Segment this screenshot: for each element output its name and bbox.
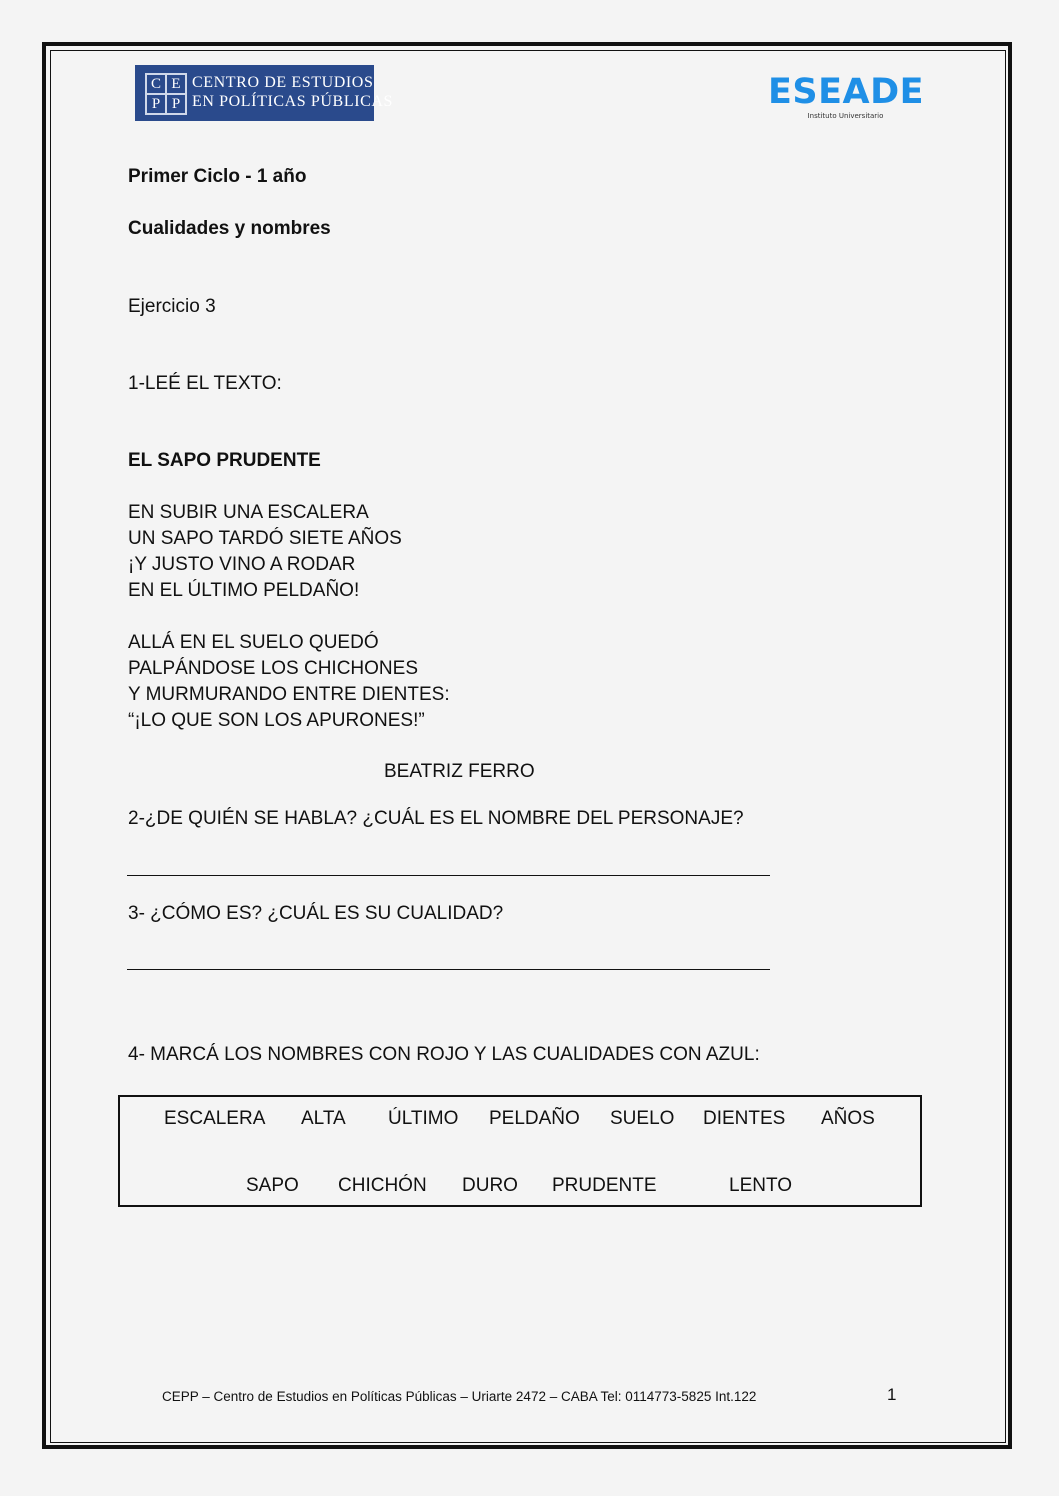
cepp-logo-text — [192, 73, 393, 111]
cepp-logo-line2: EN POLÍTICAS PÚBLICAS — [192, 93, 394, 110]
cepp-logo — [135, 65, 394, 121]
poem-title: EL SAPO PRUDENTE — [128, 450, 321, 471]
word-item[interactable]: AÑOS — [821, 1108, 875, 1129]
topic-heading: Cualidades y nombres — [128, 218, 331, 239]
word-item[interactable]: SAPO — [246, 1175, 299, 1196]
poem-line: UN SAPO TARDÓ SIETE AÑOS — [128, 528, 402, 549]
poem-line: Y MURMURANDO ENTRE DIENTES: — [128, 684, 450, 705]
word-item[interactable]: CHICHÓN — [338, 1175, 427, 1196]
eseade-logo-subtitle: Instituto Universitario — [807, 112, 884, 120]
cepp-monogram — [145, 73, 187, 115]
eseade-logo-name: ESEADE — [768, 72, 925, 112]
page-number: 1 — [887, 1385, 897, 1404]
poem-stanza-2 — [128, 630, 450, 734]
cepp-letter-p2: P — [166, 94, 186, 114]
word-item[interactable]: PRUDENTE — [552, 1175, 657, 1196]
cepp-letter-e: E — [166, 74, 186, 94]
question-4: 4- MARCÁ LOS NOMBRES CON ROJO Y LAS CUALIDADES CON AZUL: — [128, 1044, 760, 1065]
exercise-label: Ejercicio 3 — [128, 296, 216, 317]
poem-line: ¡Y JUSTO VINO A RODAR — [128, 554, 356, 575]
word-item[interactable]: ALTA — [301, 1108, 346, 1129]
poem-stanza-1 — [128, 500, 402, 604]
poem-line: “¡LO QUE SON LOS APURONES!” — [128, 710, 425, 731]
poem-line: PALPÁNDOSE LOS CHICHONES — [128, 658, 419, 679]
word-item[interactable]: SUELO — [610, 1108, 675, 1129]
word-item[interactable]: DIENTES — [703, 1108, 786, 1129]
cepp-letter-p1: P — [146, 94, 166, 114]
question-3: 3- ¿CÓMO ES? ¿CUÁL ES SU CUALIDAD? — [128, 903, 504, 924]
word-item[interactable]: DURO — [462, 1175, 518, 1196]
poem-line: EN SUBIR UNA ESCALERA — [128, 502, 369, 523]
word-item[interactable]: ESCALERA — [164, 1108, 266, 1129]
question-2: 2-¿DE QUIÉN SE HABLA? ¿CUÁL ES EL NOMBRE DEL PERSONAJE? — [128, 808, 744, 829]
page-border-inner — [50, 50, 1006, 1443]
question-1: 1-LEÉ EL TEXTO: — [128, 373, 282, 394]
answer-line-2[interactable] — [127, 875, 770, 876]
poem-line: ALLÁ EN EL SUELO QUEDÓ — [128, 632, 379, 653]
word-box — [118, 1095, 922, 1207]
answer-line-3[interactable] — [127, 969, 770, 970]
poem-author: BEATRIZ FERRO — [384, 761, 535, 782]
eseade-logo — [768, 72, 928, 120]
level-heading: Primer Ciclo - 1 año — [128, 166, 307, 187]
word-item[interactable]: LENTO — [729, 1175, 793, 1196]
cepp-letter-c: C — [146, 74, 166, 94]
word-item[interactable]: ÚLTIMO — [388, 1108, 459, 1129]
poem-line: EN EL ÚLTIMO PELDAÑO! — [128, 580, 360, 601]
footer-text: CEPP – Centro de Estudios en Políticas Públicas – Uriarte 2472 – CABA Tel: 0114773-5825 Int.122 — [162, 1389, 757, 1404]
word-item[interactable]: PELDAÑO — [489, 1108, 580, 1129]
cepp-logo-line1: CENTRO DE ESTUDIOS — [192, 74, 374, 91]
